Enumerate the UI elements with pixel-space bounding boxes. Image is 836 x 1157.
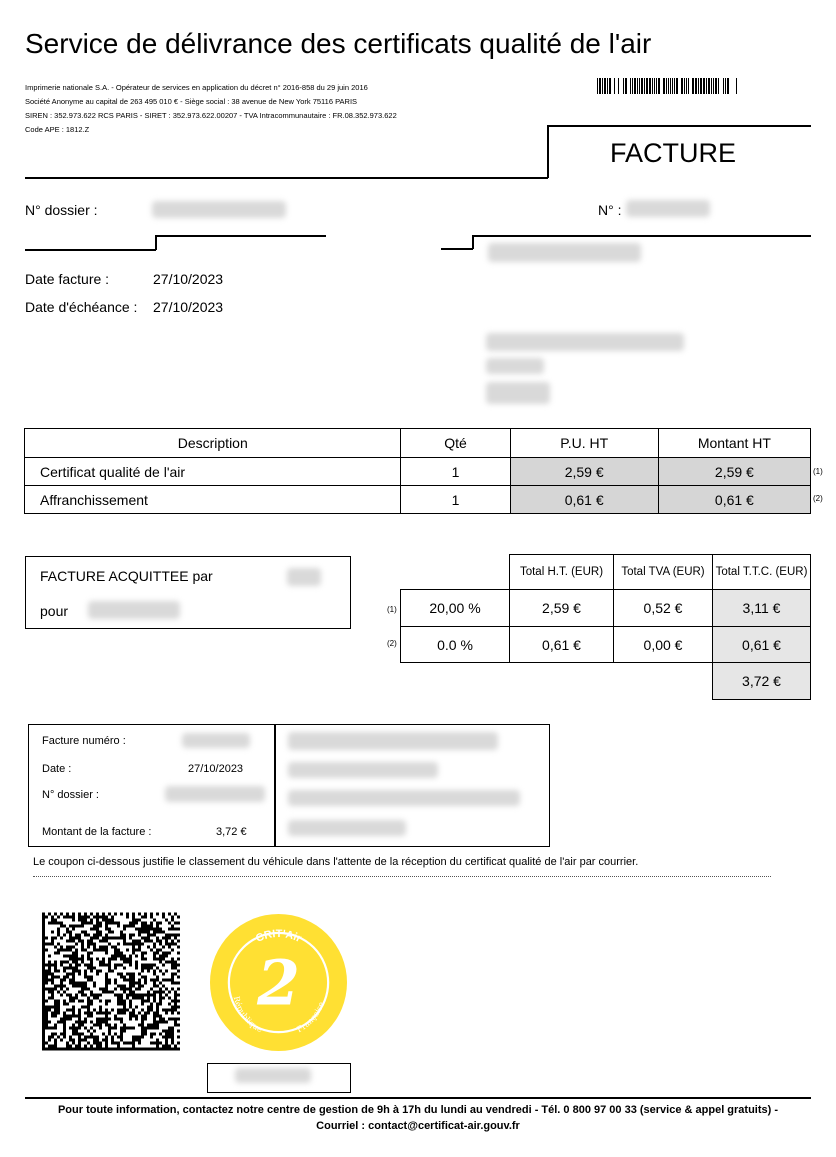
divider <box>274 725 276 846</box>
item-amount: 0,61 € <box>658 486 810 514</box>
column-header: Montant HT <box>658 429 810 458</box>
divider <box>25 177 548 179</box>
redacted-recipient <box>288 732 498 750</box>
acquittee-for-label: pour <box>40 603 69 619</box>
total-ht: 0,61 € <box>510 627 614 663</box>
item-description: Certificat qualité de l'air <box>25 458 401 486</box>
total-tva: 0,00 € <box>614 627 713 663</box>
column-header: Total T.T.C. (EUR) <box>713 555 811 590</box>
item-amount: 2,59 € <box>658 458 810 486</box>
table-row <box>25 486 811 514</box>
divider <box>25 1097 811 1099</box>
vat-rate: 0.0 % <box>401 627 510 663</box>
table-row <box>401 627 811 663</box>
coupon-caption: Le coupon ci-dessous justifie le classement du véhicule dans l'attente de la réception du certificat qualité de l'air par courrier. <box>33 856 639 868</box>
legal-line: Code APE : 1812.Z <box>25 125 90 134</box>
redacted-amount-for <box>88 601 180 619</box>
redacted-address <box>486 382 550 404</box>
totals-table <box>400 554 811 700</box>
redacted-address <box>486 333 684 351</box>
number-label: N° : <box>598 202 622 218</box>
coupon-date-label: Date : <box>42 763 72 775</box>
critair-brand: CRIT'Air <box>254 927 304 945</box>
dossier-label: N° dossier : <box>25 202 98 218</box>
table-row <box>401 590 811 627</box>
page-title: Service de délivrance des certificats qualité de l'air <box>25 28 652 59</box>
cut-line <box>33 876 771 877</box>
coupon-facture-label: Facture numéro : <box>42 735 126 747</box>
items-table <box>24 428 811 514</box>
redacted-name <box>488 243 641 262</box>
column-header: Qté <box>401 429 510 458</box>
footnote-marker: (1) <box>387 605 397 614</box>
footnote-marker: (2) <box>387 639 397 648</box>
critair-francaise-text: Française <box>295 1000 326 1035</box>
divider <box>547 125 811 127</box>
legal-line: Société Anonyme au capital de 263 495 010 € - Siège social : 38 avenue de New York 75116 PARIS <box>25 97 358 106</box>
critair-republique-text: République <box>231 995 264 1035</box>
total-ttc: 0,61 € <box>713 627 811 663</box>
legal-line: SIREN : 352.973.622 RCS PARIS - SIRET : 352.973.622.00207 - TVA Intracommunautaire : FR.08.352.973.622 <box>25 111 397 120</box>
item-qty: 1 <box>401 458 510 486</box>
divider <box>472 235 811 237</box>
acquittee-box <box>25 556 351 629</box>
table-row <box>25 458 811 486</box>
total-ttc: 3,11 € <box>713 590 811 627</box>
column-header: Total H.T. (EUR) <box>510 555 614 590</box>
table-row <box>401 663 811 700</box>
total-ht: 2,59 € <box>510 590 614 627</box>
divider <box>155 235 157 250</box>
divider <box>25 249 156 251</box>
redacted-invoice-number <box>182 733 250 748</box>
barcode <box>597 78 757 94</box>
divider <box>441 248 473 250</box>
coupon-montant-label: Montant de la facture : <box>42 826 152 838</box>
critair-badge <box>209 913 348 1052</box>
footnote-marker: (1) <box>813 467 823 476</box>
redacted-recipient <box>288 762 438 778</box>
footer <box>25 1102 811 1134</box>
legal-line: Imprimerie nationale S.A. - Opérateur de services en application du décret n° 2016-858 du 29 juin 2016 <box>25 83 368 92</box>
legal-notice <box>25 81 397 137</box>
redacted-dossier <box>165 786 265 802</box>
date-echeance-value: 27/10/2023 <box>153 299 224 315</box>
grand-total: 3,72 € <box>713 663 811 700</box>
datamatrix-code <box>42 912 180 1051</box>
date-facture-value: 27/10/2023 <box>153 271 224 287</box>
coupon-dossier-label: N° dossier : <box>42 789 99 801</box>
total-tva: 0,52 € <box>614 590 713 627</box>
redacted-payer <box>287 568 321 586</box>
redacted-recipient <box>288 820 406 836</box>
column-header: Total TVA (EUR) <box>614 555 713 590</box>
critair-number: 2 <box>257 946 300 1020</box>
item-unit-price: 0,61 € <box>510 486 658 514</box>
footnote-marker: (2) <box>813 494 823 503</box>
item-unit-price: 2,59 € <box>510 458 658 486</box>
redacted-recipient <box>288 790 520 806</box>
item-qty: 1 <box>401 486 510 514</box>
table-header-row <box>401 555 811 590</box>
redacted-dossier <box>152 201 286 218</box>
redacted-plate <box>235 1068 311 1083</box>
item-description: Affranchissement <box>25 486 401 514</box>
redacted-address <box>486 358 544 374</box>
date-facture-label: Date facture : <box>25 271 110 287</box>
divider <box>155 235 326 237</box>
date-echeance-label: Date d'échéance : <box>25 299 138 315</box>
vat-rate: 20,00 % <box>401 590 510 627</box>
redacted-number <box>626 200 710 217</box>
footer-line: Courriel : contact@certificat-air.gouv.fr <box>316 1120 520 1132</box>
footer-line: Pour toute information, contactez notre centre de gestion de 9h à 17h du lundi au vendredi - Tél. 0 800 97 00 33 (service & appel gratuits) - <box>57 1104 779 1116</box>
document-type: FACTURE <box>610 138 737 168</box>
column-header: P.U. HT <box>510 429 658 458</box>
table-header-row <box>25 429 811 458</box>
divider <box>472 235 474 249</box>
coupon-date-value: 27/10/2023 <box>188 763 244 775</box>
acquittee-label: FACTURE ACQUITTEE par <box>40 568 213 584</box>
divider <box>547 125 549 178</box>
coupon-montant-value: 3,72 € <box>216 826 247 838</box>
column-header: Description <box>25 429 401 458</box>
